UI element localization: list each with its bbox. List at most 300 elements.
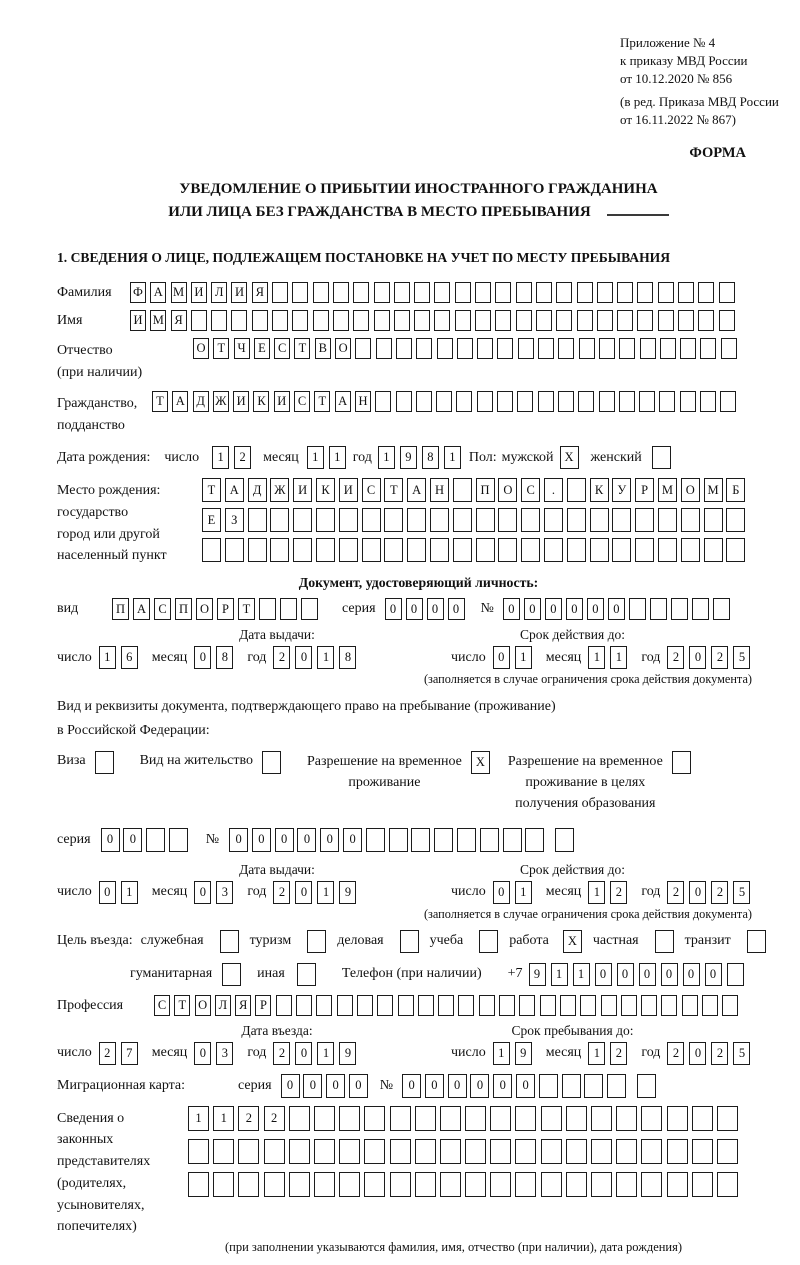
surname-label: Фамилия: [57, 285, 112, 301]
char-box: 0: [295, 881, 312, 904]
char-box: 1: [493, 1042, 510, 1065]
permit-valid-month: [588, 881, 632, 904]
char-box: [692, 1106, 713, 1131]
char-box: [566, 1172, 587, 1197]
char-box: [225, 538, 244, 562]
char-box: [202, 538, 221, 562]
series-label: серия: [238, 1077, 272, 1093]
char-box: [272, 282, 288, 303]
char-box: 1: [588, 881, 605, 904]
char-box: 2: [273, 646, 290, 669]
char-box: 0: [661, 963, 678, 986]
year-label: год: [641, 884, 661, 900]
char-box: [661, 995, 677, 1016]
char-box: [398, 995, 414, 1016]
char-box: [456, 391, 472, 412]
char-box: [635, 538, 654, 562]
checkbox-cell: [652, 446, 671, 469]
char-box: [515, 1172, 536, 1197]
char-box: [521, 538, 540, 562]
purpose-option: транзит: [685, 930, 766, 953]
issue-date-title: Дата выдачи:: [239, 861, 315, 877]
char-box: [682, 995, 698, 1016]
char-box: [698, 310, 714, 331]
migration-card-label: Миграционная карта:: [57, 1077, 186, 1093]
char-box: 0: [427, 598, 444, 620]
char-box: [629, 598, 646, 620]
char-box: [717, 1139, 738, 1164]
checkbox-cell: [95, 751, 114, 774]
char-box: [384, 508, 403, 532]
char-box: 0: [194, 881, 211, 904]
char-box: [375, 391, 391, 412]
year-label: год: [247, 1045, 267, 1061]
char-box: 1: [588, 1042, 605, 1065]
char-box: [704, 538, 723, 562]
char-box: Я: [252, 282, 268, 303]
purpose-checkbox: [555, 930, 582, 953]
char-box: [479, 995, 495, 1016]
char-box: 0: [295, 646, 312, 669]
char-box: [490, 1172, 511, 1197]
char-box: [407, 538, 426, 562]
char-box: 0: [385, 598, 402, 620]
char-box: [637, 310, 653, 331]
char-box: [727, 963, 744, 986]
char-box: [616, 1172, 637, 1197]
char-box: [434, 310, 450, 331]
doc-series-boxes: [385, 598, 469, 620]
phone-prefix: +7: [507, 966, 523, 982]
char-box: [440, 1172, 461, 1197]
char-box: [640, 338, 656, 359]
char-box: [579, 338, 595, 359]
char-box: 0: [683, 963, 700, 986]
char-box: [314, 1172, 335, 1197]
char-box: [339, 1172, 360, 1197]
char-box: [438, 995, 454, 1016]
char-box: [293, 538, 312, 562]
char-box: [316, 995, 332, 1016]
char-box: [584, 1074, 603, 1098]
series-label: серия: [342, 601, 376, 617]
char-box: П: [476, 478, 495, 502]
char-box: [719, 310, 735, 331]
purpose-option: туризм: [250, 930, 327, 953]
visa-checkbox: [95, 751, 114, 774]
char-box: [353, 310, 369, 331]
issue-year-boxes: [273, 646, 361, 669]
char-box: 0: [402, 1074, 421, 1098]
form-title: [57, 178, 780, 225]
char-box: [414, 282, 430, 303]
checkbox-cell: [747, 930, 766, 953]
birthplace-boxes: [202, 478, 749, 568]
char-box: [700, 391, 716, 412]
char-box: [639, 391, 655, 412]
char-box: [536, 282, 552, 303]
char-box: [339, 1139, 360, 1164]
char-box: 5: [733, 881, 750, 904]
char-box: 9: [339, 1042, 356, 1065]
char-box: [566, 1139, 587, 1164]
char-box: [497, 338, 513, 359]
char-box: [211, 310, 227, 331]
char-box: 0: [101, 828, 120, 852]
char-box: 9: [515, 1042, 532, 1065]
month-label: месяц: [151, 1045, 188, 1061]
char-box: [541, 1172, 562, 1197]
residence-permit-option: [140, 751, 281, 774]
char-box: [169, 828, 188, 852]
month-label: месяц: [545, 884, 582, 900]
char-box: [364, 1139, 385, 1164]
char-box: [567, 478, 586, 502]
permit-number-boxes: [229, 828, 578, 852]
header-edition-line: (в ред. Приказа МВД России: [620, 93, 779, 109]
char-box: 0: [503, 598, 520, 620]
char-box: Т: [174, 995, 190, 1016]
char-box: [591, 1139, 612, 1164]
char-box: [621, 995, 637, 1016]
char-box: Е: [202, 508, 221, 532]
forma-label: ФОРМА: [689, 144, 746, 161]
char-box: [521, 508, 540, 532]
temp-permit-checkbox: [471, 751, 490, 774]
purpose-option: частная: [593, 930, 674, 953]
char-box: [434, 282, 450, 303]
char-box: 0: [320, 828, 339, 852]
char-box: [437, 338, 453, 359]
char-box: 0: [194, 1042, 211, 1065]
char-box: [702, 995, 718, 1016]
identity-valid-col: [451, 627, 780, 669]
char-box: [544, 508, 563, 532]
entry-date-col: [57, 1023, 451, 1065]
row-firstname: [57, 310, 780, 331]
phone-digit-boxes: [529, 963, 749, 986]
char-box: [667, 1139, 688, 1164]
day-label: число: [57, 884, 92, 900]
gender-label: Пол:: [468, 449, 497, 465]
char-box: [231, 310, 247, 331]
char-box: [658, 282, 674, 303]
month-label: месяц: [151, 884, 188, 900]
char-box: [289, 1106, 310, 1131]
entry-date-title: Дата въезда:: [241, 1022, 313, 1038]
char-box: [430, 538, 449, 562]
char-box: С: [154, 995, 170, 1016]
char-box: [519, 995, 535, 1016]
char-box: [475, 310, 491, 331]
char-box: 0: [470, 1074, 489, 1098]
char-box: [637, 1074, 656, 1098]
char-box: [567, 508, 586, 532]
char-box: 0: [252, 828, 271, 852]
char-box: [376, 338, 392, 359]
char-box: [490, 1139, 511, 1164]
char-box: 1: [212, 446, 229, 469]
temp-permit-option: [307, 751, 490, 793]
char-box: [641, 1139, 662, 1164]
char-box: [722, 995, 738, 1016]
char-box: [264, 1172, 285, 1197]
identity-doc-dates: [57, 627, 780, 669]
char-box: В: [315, 338, 331, 359]
char-box: [540, 995, 556, 1016]
char-box: [364, 1106, 385, 1131]
stay-day-boxes: [493, 1042, 537, 1065]
char-box: 1: [188, 1106, 209, 1131]
form-title-line1: УВЕДОМЛЕНИЕ О ПРИБЫТИИ ИНОСТРАННОГО ГРАЖДАНИНА: [179, 180, 658, 197]
gender-female-label: женский: [590, 449, 642, 465]
purpose-checkbox: [299, 930, 326, 953]
char-box: О: [498, 478, 517, 502]
char-box: С: [294, 391, 310, 412]
char-box: И: [130, 310, 146, 331]
day-label: число: [164, 449, 200, 465]
char-box: [476, 508, 495, 532]
char-box: [680, 391, 696, 412]
char-box: [238, 1139, 259, 1164]
char-box: [434, 828, 453, 852]
char-box: [601, 995, 617, 1016]
char-box: [476, 538, 495, 562]
issue-month-boxes: [194, 646, 238, 669]
char-box: [362, 538, 381, 562]
char-box: [726, 508, 745, 532]
char-box: [292, 282, 308, 303]
valid-month-boxes: [588, 646, 632, 669]
char-box: [276, 995, 292, 1016]
char-box: И: [274, 391, 290, 412]
char-box: Н: [430, 478, 449, 502]
char-box: И: [233, 391, 249, 412]
char-box: [619, 391, 635, 412]
identity-issue-col: [57, 627, 451, 669]
char-box: [389, 828, 408, 852]
birth-day-boxes: [212, 446, 256, 469]
char-box: М: [150, 310, 166, 331]
char-box: [518, 338, 534, 359]
row-surname: [57, 282, 780, 303]
char-box: 0: [639, 963, 656, 986]
day-label: число: [57, 1045, 92, 1061]
row-entry-purpose: [57, 930, 780, 953]
char-box: [692, 598, 709, 620]
char-box: [717, 1106, 738, 1131]
char-box: Т: [384, 478, 403, 502]
permit-valid-day: [493, 881, 537, 904]
profession-label: Профессия: [57, 997, 124, 1013]
char-box: [562, 1074, 581, 1098]
char-box: [416, 391, 432, 412]
residence-permit-checkbox: [262, 751, 281, 774]
char-box: О: [193, 338, 209, 359]
number-label: №: [480, 601, 494, 617]
doc-number-boxes: [503, 598, 734, 620]
char-box: 0: [303, 1074, 322, 1098]
char-box: [292, 310, 308, 331]
char-box: [415, 1106, 436, 1131]
char-box: [590, 508, 609, 532]
legal-reps-boxes: [188, 1106, 742, 1203]
char-box: [270, 508, 289, 532]
char-box: 0: [566, 598, 583, 620]
char-box: [390, 1172, 411, 1197]
phone-label: Телефон (при наличии): [341, 966, 482, 982]
char-box: 1: [515, 881, 532, 904]
char-box: [680, 338, 696, 359]
purpose-option-label: гуманитарная: [130, 966, 213, 982]
char-box: [678, 310, 694, 331]
birthplace-row3: [202, 538, 749, 562]
char-box: Т: [152, 391, 168, 412]
char-box: 2: [99, 1042, 116, 1065]
char-box: [567, 538, 586, 562]
char-box: [480, 828, 499, 852]
char-box: [390, 1139, 411, 1164]
visa-option: [57, 751, 114, 774]
char-box: [495, 310, 511, 331]
char-box: 0: [493, 1074, 512, 1098]
char-box: 2: [667, 881, 684, 904]
char-box: К: [316, 478, 335, 502]
char-box: 1: [515, 646, 532, 669]
temp-permit-label: Разрешение на временное проживание: [306, 753, 462, 790]
visa-label: Виза: [57, 752, 86, 768]
valid-year-boxes: [667, 646, 755, 669]
char-box: Е: [254, 338, 270, 359]
char-box: [415, 1172, 436, 1197]
validity-note: (заполняется в случае ограничения срока действия документа): [423, 906, 752, 921]
char-box: У: [612, 478, 631, 502]
doc-kind-label: вид: [57, 601, 79, 617]
char-box: [721, 338, 737, 359]
char-box: 1: [317, 881, 334, 904]
temp-permit-edu-label: Разрешение на временное проживание в целях получения образования: [507, 753, 663, 811]
char-box: 0: [587, 598, 604, 620]
char-box: [515, 1106, 536, 1131]
char-box: 1: [551, 963, 568, 986]
identity-doc-heading: Документ, удостоверяющий личность:: [298, 575, 539, 591]
char-box: 0: [705, 963, 722, 986]
char-box: 0: [229, 828, 248, 852]
char-box: [339, 538, 358, 562]
char-box: П: [175, 598, 192, 620]
year-label: год: [641, 1045, 661, 1061]
char-box: 2: [264, 1106, 285, 1131]
char-box: З: [225, 508, 244, 532]
char-box: [577, 282, 593, 303]
char-box: 0: [448, 598, 465, 620]
char-box: [498, 538, 517, 562]
char-box: [316, 538, 335, 562]
patronymic-boxes: [193, 338, 741, 359]
char-box: [264, 1139, 285, 1164]
char-box: [213, 1139, 234, 1164]
char-box: [678, 282, 694, 303]
char-box: [650, 598, 667, 620]
char-box: [612, 538, 631, 562]
legal-reps-row3: [188, 1172, 742, 1197]
checkbox-cell: [220, 930, 239, 953]
char-box: [541, 1106, 562, 1131]
char-box: [591, 1106, 612, 1131]
birth-month-boxes: [307, 446, 351, 469]
char-box: 1: [378, 446, 395, 469]
char-box: [556, 310, 572, 331]
char-box: [394, 282, 410, 303]
char-box: [188, 1172, 209, 1197]
char-box: [416, 338, 432, 359]
row-citizenship: [57, 391, 780, 436]
char-box: [453, 508, 472, 532]
checkbox-cell: X: [563, 930, 582, 953]
char-box: [457, 338, 473, 359]
char-box: [440, 1106, 461, 1131]
purpose-checkbox: [739, 930, 766, 953]
permit-dates: [57, 862, 780, 904]
legal-reps-row1: [188, 1106, 742, 1131]
char-box: [720, 391, 736, 412]
char-box: [538, 391, 554, 412]
char-box: [658, 508, 677, 532]
char-box: [377, 995, 393, 1016]
gender-female-box: [652, 446, 671, 469]
char-box: [333, 310, 349, 331]
char-box: [499, 995, 515, 1016]
purpose-option: учеба: [430, 930, 499, 953]
char-box: [617, 310, 633, 331]
char-box: П: [112, 598, 129, 620]
month-label: месяц: [545, 1045, 582, 1061]
profession-boxes: [154, 995, 743, 1016]
row-migration-card: [57, 1074, 780, 1098]
char-box: [616, 1139, 637, 1164]
number-label: №: [379, 1077, 394, 1093]
issue-date-title: Дата выдачи:: [239, 627, 315, 643]
char-box: 1: [329, 446, 346, 469]
char-box: [538, 338, 554, 359]
char-box: Ч: [234, 338, 250, 359]
char-box: Я: [171, 310, 187, 331]
char-box: [517, 391, 533, 412]
char-box: 1: [573, 963, 590, 986]
char-box: 0: [617, 963, 634, 986]
char-box: [339, 508, 358, 532]
char-box: [560, 995, 576, 1016]
header-requisites: [620, 34, 780, 129]
char-box: [418, 995, 434, 1016]
char-box: 0: [516, 1074, 535, 1098]
char-box: 2: [711, 881, 728, 904]
char-box: 2: [238, 1106, 259, 1131]
char-box: [477, 391, 493, 412]
purpose-option: служебная: [141, 930, 239, 953]
row-legal-reps: [57, 1106, 780, 1238]
day-label: число: [451, 649, 486, 665]
char-box: [333, 282, 349, 303]
char-box: 1: [99, 646, 116, 669]
char-box: И: [339, 478, 358, 502]
char-box: [301, 598, 318, 620]
char-box: [544, 538, 563, 562]
char-box: Д: [248, 478, 267, 502]
purpose-option: деловая: [337, 930, 418, 953]
char-box: [453, 478, 472, 502]
char-box: [384, 538, 403, 562]
